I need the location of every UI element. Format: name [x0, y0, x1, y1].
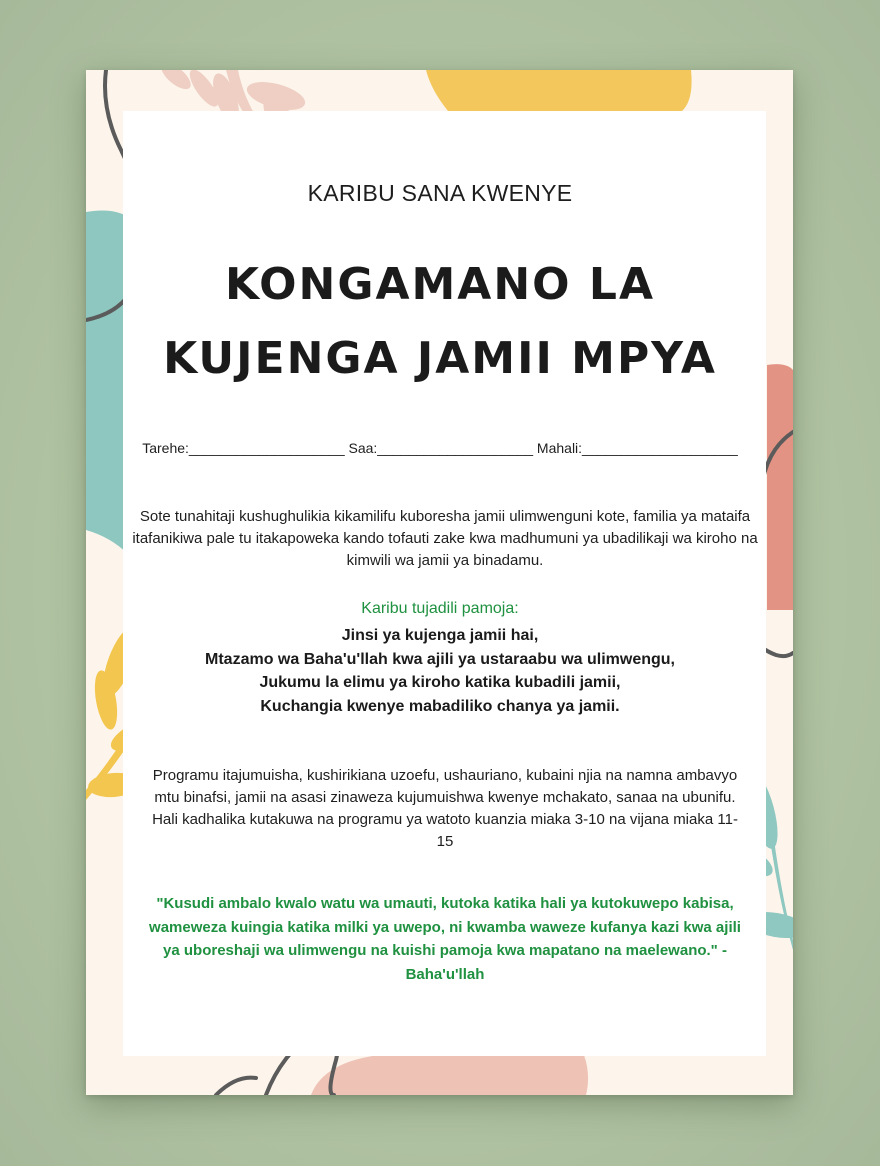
intro-paragraph: Sote tunahitaji kushughulikia kikamilifu kuboresha jamii ulimwenguni kote, familia ya mataifa itafanikiwa pale tu itakapoweka kando tofauti zake kwa madhumuni ya ubadilikaji wa kiroho na kimwili wa jamii ya binadamu. — [132, 508, 758, 569]
topic-item: Jukumu la elimu ya kiroho katika kubadili jamii, — [259, 674, 621, 691]
topic-item: Kuchangia kwenye mabadiliko chanya ya jamii. — [260, 697, 620, 715]
subtitle: KARIBU SANA KWENYE — [307, 180, 573, 206]
topic-item: Mtazamo wa Baha'u'llah kwa ajili ya ustaraabu wa ulimwengu, — [205, 650, 675, 668]
title-line-1: KONGAMANO LA — [225, 259, 655, 310]
topics-list — [0, 624, 880, 718]
program-paragraph: Programu itajumuisha, kushirikiana uzoefu, ushauriano, kubaini njia na namna ambavyo mtu binafsi, jamii na asasi zinaweza kujumuishwa kwenye mchakato, sanaa na ubunifu. Hali kadhalika kutakuwa na programu ya watoto kuanzia miaka 3-10 na vijana miaka 11-15 — [152, 767, 738, 850]
event-details-fields: Tarehe:____________________ Saa:____________________ Mahali:____________________ — [142, 440, 738, 456]
quote: "Kusudi ambalo kwalo watu wa umauti, kutoka katika hali ya kutokuwepo kabisa, wameweza kuingia katika milki ya uwepo, ni kwamba waweze kufanya kazi kwa ajili ya uboreshaji wa ulimwengu na kuishi pamoja kwa mapatano na maelewano." - Baha'u'llah — [149, 895, 741, 983]
title-line-2: KUJENGA JAMII MPYA — [163, 333, 717, 384]
invite-label: Karibu tujadili pamoja: — [361, 600, 519, 617]
page-title — [0, 248, 880, 396]
topic-item: Jinsi ya kujenga jamii hai, — [341, 627, 539, 644]
